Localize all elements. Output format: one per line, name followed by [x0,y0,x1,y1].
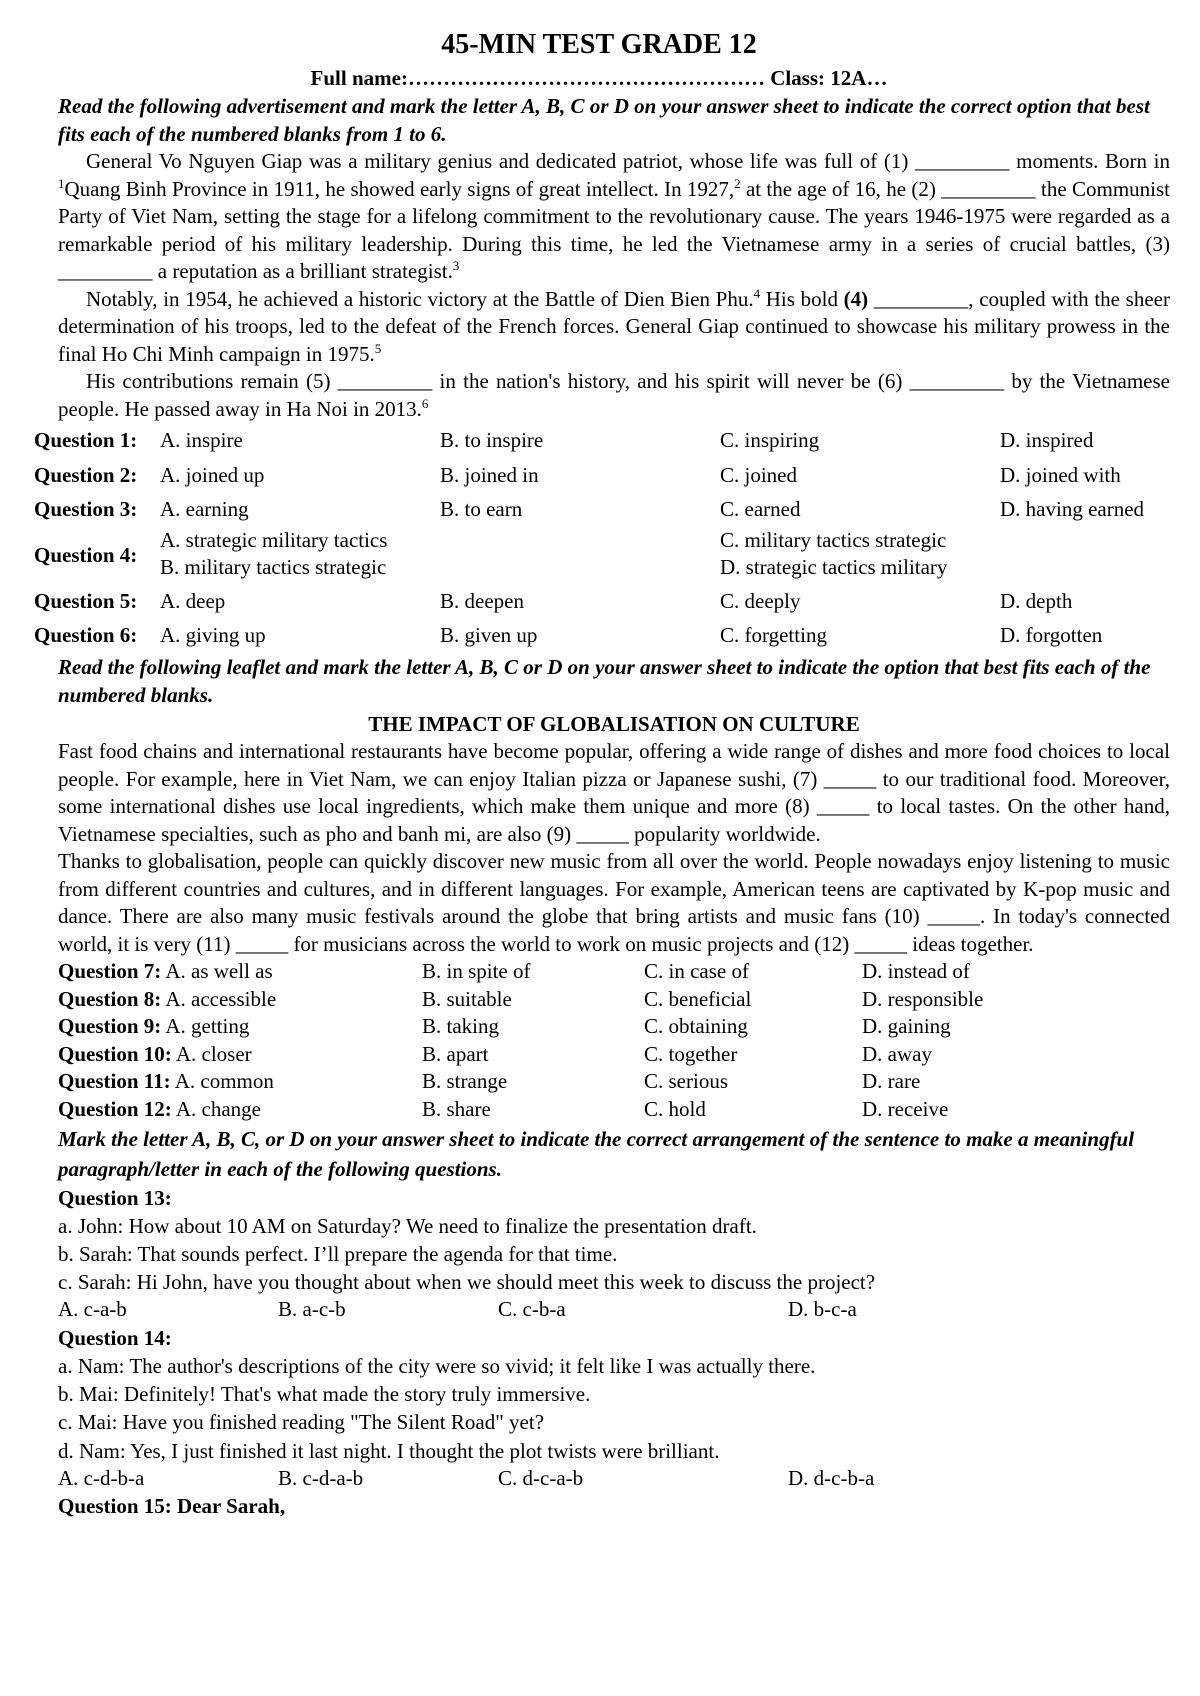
leaflet-paragraph1: Fast food chains and international restaurants have become popular, offering a wide range of dishes and more food choices to local people. For example, here in Viet Nam, we can enjoy Italian pizza or Japanese sushi, (7) _____ to our traditional food. Moreover, some international dishes use local ingredients, which make them unique and more (8) _____ to local tastes. On the other hand, Vietnamese specialties, such as pho and banh mi, are also (9) _____ popularity worldwide. [58,739,1170,846]
option-b[interactable]: B. to earn [440,497,523,521]
question-9-option-a[interactable]: Question 9: A. getting [58,1014,250,1039]
option-d[interactable]: D. depth [1000,588,1073,613]
question-4-options-ab [160,527,720,584]
question-7-option-a[interactable]: Question 7: A. as well as [58,959,273,983]
option-b[interactable]: B. share [422,1096,491,1121]
option-b[interactable]: B. taking [422,1014,499,1039]
option-a[interactable]: A. joined up [160,462,265,487]
question-label: Question 4: [34,542,138,567]
page-title: 45-MIN TEST GRADE 12 [441,29,757,60]
option-d[interactable]: D. inspired [1000,428,1094,452]
question-label: Question 6: [34,623,138,647]
section3-instruction: Mark the letter A, B, C, or D on your answer sheet to indicate the correct arrangement of the sentence to make a meaningful paragraph/letter in each of the following questions. [58,1126,1135,1181]
question-13-options [58,1296,1170,1324]
fullname-class-line: Full name:…………………………………………… Class: 12A… [310,66,888,90]
option-d[interactable]: D. d-c-b-a [788,1465,875,1490]
option-c[interactable]: C. obtaining [644,1014,748,1039]
option-a[interactable]: A. c-d-b-a [58,1465,145,1490]
option-a[interactable]: A. inspire [160,428,243,452]
option-b[interactable]: B. to inspire [440,428,544,452]
option-d[interactable]: D. responsible [862,986,984,1011]
option-d[interactable]: D. instead of [862,959,970,983]
option-c[interactable]: C. forgetting [720,623,827,647]
option-b[interactable]: B. military tactics strategic [160,554,387,579]
option-b[interactable]: B. c-d-a-b [278,1465,364,1490]
option-b[interactable]: B. in spite of [422,959,531,983]
questions-7-12 [58,958,1170,1124]
dialogue-line: a. Nam: The author's descriptions of the city were so vivid; it felt like I was actually there. [58,1354,816,1379]
section1-instruction: Read the following advertisement and mark the letter A, B, C or D on your answer sheet to indicate the correct option that best fits each of the numbered blanks from 1 to 6. [58,94,1150,146]
option-b[interactable]: B. joined in [440,462,539,487]
option-c[interactable]: C. d-c-a-b [498,1465,584,1490]
dialogue-line: d. Nam: Yes, I just finished it last night. I thought the plot twists were brilliant. [58,1438,720,1463]
option-c[interactable]: C. together [644,1041,738,1066]
question-label: Question 10: [58,1041,172,1066]
question-label: Question 1: [34,428,138,452]
question-label: Question 3: [34,497,138,521]
option-d[interactable]: D. receive [862,1096,949,1121]
test-page [34,28,1170,1521]
question-4-options-cd [720,527,1150,584]
question-label: Question 2: [34,462,138,487]
option-a[interactable]: A. deep [160,588,226,613]
dialogue-line: c. Mai: Have you finished reading "The Silent Road" yet? [58,1410,545,1435]
option-a[interactable]: A. giving up [160,623,266,647]
questions-1-3 [34,423,1170,527]
option-c[interactable]: C. inspiring [720,428,820,452]
leaflet-paragraph2: Thanks to globalisation, people can quickly discover new music from all over the world. People nowadays enjoy listening to music from different countries and cultures, and in different languages. For example, American teens are captivated by K-pop music and dance. There are also many music festivals around the globe that bring artists and music fans (10) _____. In today's connected world, it is very (11) _____ for musicians across the world to work on music projects and (12) _____ ideas together. [58,849,1170,956]
passage1-paragraph2: Notably, in 1954, he achieved a historic victory at the Battle of Dien Bien Phu.$^4$ His bold (4) _________, coupled with the sheer determination of his troops, led to the defeat of the French forces. General Giap continued to showcase his military prowess in the final Ho Chi Minh campaign in 1975.$^5$ [58,285,1170,366]
option-c[interactable]: C. hold [644,1096,706,1121]
option-c[interactable]: C. serious [644,1069,728,1094]
question-12-option-a[interactable]: Question 12: A. change [58,1096,261,1121]
question-label: Question 8: [58,986,162,1011]
option-d[interactable]: D. gaining [862,1014,951,1039]
option-d[interactable]: D. having earned [1000,497,1145,521]
dialogue-line: b. Mai: Definitely! That's what made the story truly immersive. [58,1382,591,1407]
option-b[interactable]: B. deepen [440,588,524,613]
question-label: Question 7: [58,959,162,983]
question-label: Question 11: [58,1069,171,1094]
questions-5-6 [34,584,1170,653]
question-label: Question 5: [34,588,138,613]
option-b[interactable]: B. given up [440,623,538,647]
option-c[interactable]: C. deeply [720,588,801,613]
option-b[interactable]: B. strange [422,1069,508,1094]
passage1-paragraph1: General Vo Nguyen Giap was a military genius and dedicated patriot, whose life was full of (1) _________ moments. Born in $^1$Quang Binh Province in 1911, he showed early signs of great intellect. In 1927,$^2$ at the age of 16, he (2) _________ the Communist Party of Viet Nam, setting the stage for a lifelong commitment to the revolutionary cause. The years 1946-1975 were regarded as a remarkable period of his military leadership. During this time, he led the Vietnamese army in a series of crucial battles, (3) _________ a reputation as a brilliant strategist.$^3$ [58,149,1170,283]
dialogue-line: a. John: How about 10 AM on Saturday? We need to finalize the presentation draft. [58,1213,757,1238]
section2-instruction: Read the following leaflet and mark the letter A, B, C or D on your answer sheet to indicate the option that best fits each of the numbered blanks. [58,654,1151,707]
dialogue-line: c. Sarah: Hi John, have you thought about when we should meet this week to discuss the project? [58,1270,876,1295]
option-c[interactable]: C. earned [720,497,801,521]
option-d[interactable]: D. b-c-a [788,1297,857,1322]
option-c[interactable]: C. in case of [644,959,749,983]
question-label: Question 9: [58,1014,162,1039]
question-label: Question 12: [58,1096,172,1121]
question-8-option-a[interactable]: Question 8: A. accessible [58,986,277,1011]
option-a[interactable]: A. strategic military tactics [160,527,388,552]
question-15-label: Question 15: Dear Sarah, [58,1494,286,1519]
option-d[interactable]: D. away [862,1041,932,1066]
dialogue-line: b. Sarah: That sounds perfect. I’ll prepare the agenda for that time. [58,1241,618,1266]
option-d[interactable]: D. forgotten [1000,623,1103,647]
question-14-label: Question 14: [58,1325,172,1350]
option-d[interactable]: D. joined with [1000,462,1121,487]
question-11-option-a[interactable]: Question 11: A. common [58,1069,274,1094]
question-10-option-a[interactable]: Question 10: A. closer [58,1041,252,1066]
question-4 [34,527,1170,584]
leaflet-title: THE IMPACT OF GLOBALISATION ON CULTURE [368,711,860,736]
option-d[interactable]: D. strategic tactics military [720,554,948,579]
option-a[interactable]: A. earning [160,497,249,521]
option-b[interactable]: B. apart [422,1041,489,1066]
option-d[interactable]: D. rare [862,1069,921,1094]
option-a[interactable]: A. c-a-b [58,1297,127,1322]
passage1-paragraph3: His contributions remain (5) _________ in the nation's history, and his spirit will never be (6) _________ by the Vietnamese people. He passed away in Ha Noi in 2013.$^6$ [58,369,1170,421]
option-c[interactable]: C. joined [720,462,797,487]
option-b[interactable]: B. a-c-b [278,1297,346,1322]
option-b[interactable]: B. suitable [422,986,512,1011]
option-c[interactable]: C. beneficial [644,986,752,1011]
option-c[interactable]: C. military tactics strategic [720,527,947,552]
option-c[interactable]: C. c-b-a [498,1297,566,1322]
question-13-label: Question 13: [58,1185,172,1210]
question-14-options [58,1465,1170,1493]
